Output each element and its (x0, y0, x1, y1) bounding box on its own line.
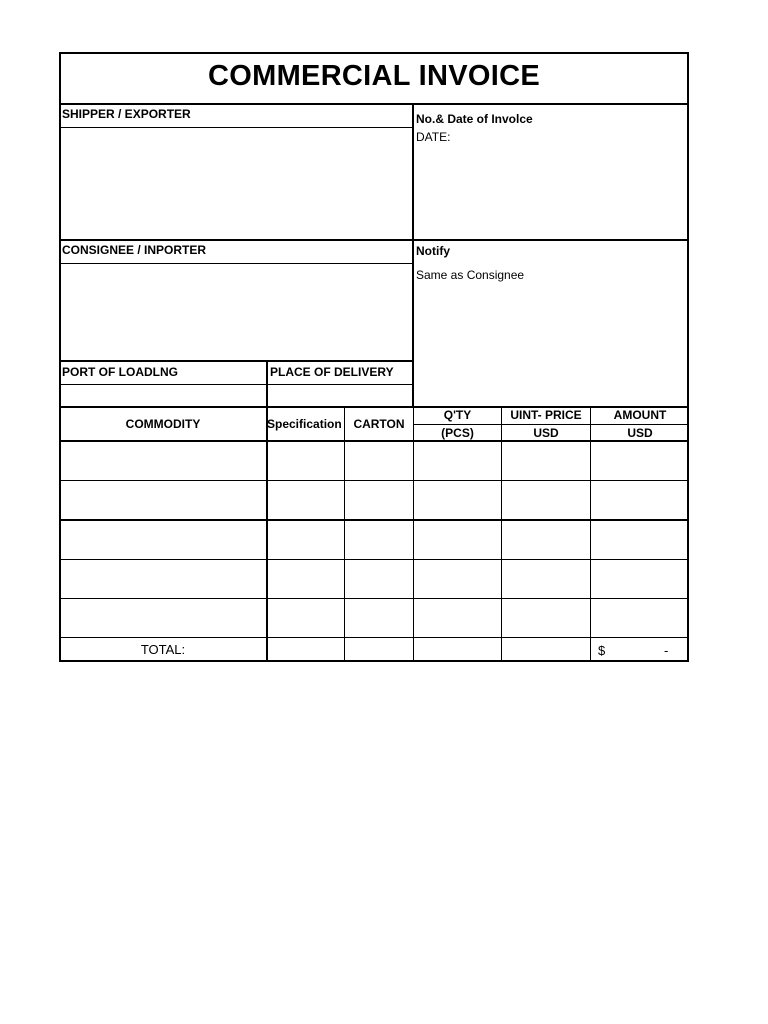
notify-label: Notify (416, 244, 450, 258)
port-of-loading-field[interactable] (62, 387, 262, 404)
port-of-loading-label: PORT OF LOADLNG (62, 365, 178, 379)
divider (59, 239, 689, 241)
page-title: COMMERCIAL INVOICE (208, 60, 540, 92)
carton-header: CARTON (353, 417, 405, 431)
row-commodity-cell[interactable] (59, 521, 266, 558)
row-unit-price-cell[interactable] (502, 560, 590, 597)
divider (59, 103, 689, 105)
row-qty-cell[interactable] (414, 521, 501, 558)
shipper-label: SHIPPER / EXPORTER (62, 107, 191, 121)
row-commodity-cell[interactable] (59, 560, 266, 597)
commodity-header: COMMODITY (125, 417, 201, 431)
row-commodity-cell[interactable] (59, 442, 266, 479)
row-amount-cell[interactable] (591, 599, 689, 636)
row-carton-cell[interactable] (345, 560, 413, 597)
row-carton-cell[interactable] (345, 481, 413, 518)
row-qty-cell[interactable] (414, 442, 501, 479)
amount-header: AMOUNT (613, 408, 667, 422)
row-amount-cell[interactable] (591, 560, 689, 597)
place-of-delivery-field[interactable] (270, 387, 410, 404)
row-unit-price-cell[interactable] (502, 521, 590, 558)
amount-currency-header: USD (627, 426, 653, 440)
row-unit-price-cell[interactable] (502, 481, 590, 518)
row-commodity-cell[interactable] (59, 599, 266, 636)
divider (59, 384, 413, 385)
row-specification-cell[interactable] (268, 481, 344, 518)
row-carton-cell[interactable] (345, 442, 413, 479)
total-label: TOTAL: (140, 642, 186, 657)
row-specification-cell[interactable] (268, 442, 344, 479)
divider (59, 360, 413, 362)
row-amount-cell[interactable] (591, 442, 689, 479)
qty-unit-header: (PCS) (441, 426, 474, 440)
consignee-label: CONSIGNEE / INPORTER (62, 243, 207, 257)
divider (412, 103, 414, 408)
place-of-delivery-label: PLACE OF DELIVERY (270, 365, 394, 379)
row-amount-cell[interactable] (591, 521, 689, 558)
invoice-date-label: DATE: (416, 130, 451, 144)
invoice-number-date-label: No.& Date of Involce (416, 112, 533, 126)
total-currency-symbol: $ (598, 643, 606, 658)
unit-price-header: UINT- PRICE (510, 408, 582, 422)
row-carton-cell[interactable] (345, 599, 413, 636)
divider (59, 637, 689, 638)
unit-price-currency-header: USD (533, 426, 559, 440)
specification-header: Specification (267, 417, 342, 431)
row-specification-cell[interactable] (268, 560, 344, 597)
row-specification-cell[interactable] (268, 599, 344, 636)
divider (59, 127, 413, 128)
row-specification-cell[interactable] (268, 521, 344, 558)
row-commodity-cell[interactable] (59, 481, 266, 518)
shipper-field[interactable] (62, 132, 408, 236)
row-qty-cell[interactable] (414, 481, 501, 518)
row-carton-cell[interactable] (345, 521, 413, 558)
divider (59, 263, 413, 264)
row-unit-price-cell[interactable] (502, 599, 590, 636)
notify-value: Same as Consignee (416, 268, 525, 282)
total-amount: - (664, 643, 669, 658)
divider (413, 424, 689, 425)
row-amount-cell[interactable] (591, 481, 689, 518)
qty-header: Q'TY (443, 408, 472, 422)
consignee-field[interactable] (62, 268, 408, 358)
row-unit-price-cell[interactable] (502, 442, 590, 479)
row-qty-cell[interactable] (414, 560, 501, 597)
row-qty-cell[interactable] (414, 599, 501, 636)
